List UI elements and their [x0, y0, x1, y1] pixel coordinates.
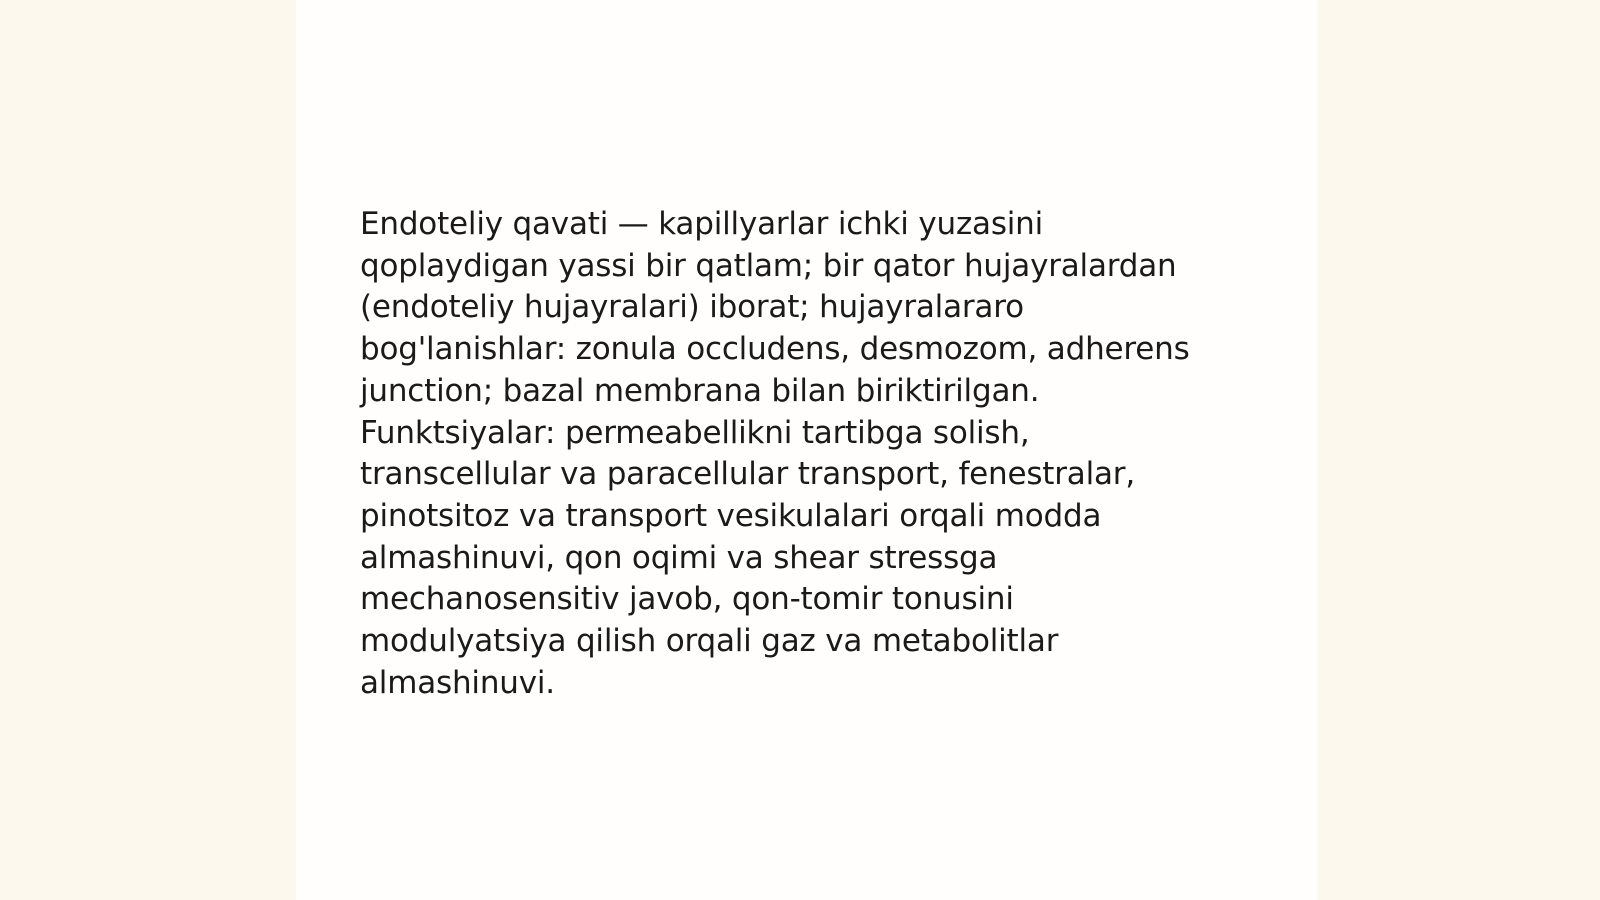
text-line: almashinuvi, qon oqimi va shear stressga — [360, 539, 998, 576]
slide-panel — [296, 0, 1318, 900]
text-line: Endoteliy qavati — kapillyarlar ichki yuzasini — [360, 206, 1044, 242]
text-line: qoplaydigan yassi bir qatlam; bir qator hujayralardan — [360, 247, 1177, 284]
text-line: (endoteliy hujayralari) iborat; hujayralararo — [360, 289, 1024, 326]
text-line: bog'lanishlar: zonula occludens, desmozom, adherens — [360, 331, 1190, 368]
text-line: transcellular va paracellular transport, fenestralar, — [360, 456, 1136, 493]
text-line: mechanosensitiv javob, qon-tomir tonusini — [360, 581, 1014, 618]
text-line: Funktsiyalar: permeabellikni tartibga solish, — [360, 414, 1030, 451]
text-line: pinotsitoz va transport vesikulalari orqali modda — [360, 497, 1102, 534]
text-line: almashinuvi. — [360, 664, 555, 701]
text-line: modulyatsiya qilish orqali gaz va metabolitlar — [360, 623, 1059, 660]
body-text — [360, 204, 1260, 704]
text-line: junction; bazal membrana bilan biriktirilgan. — [360, 372, 1040, 409]
